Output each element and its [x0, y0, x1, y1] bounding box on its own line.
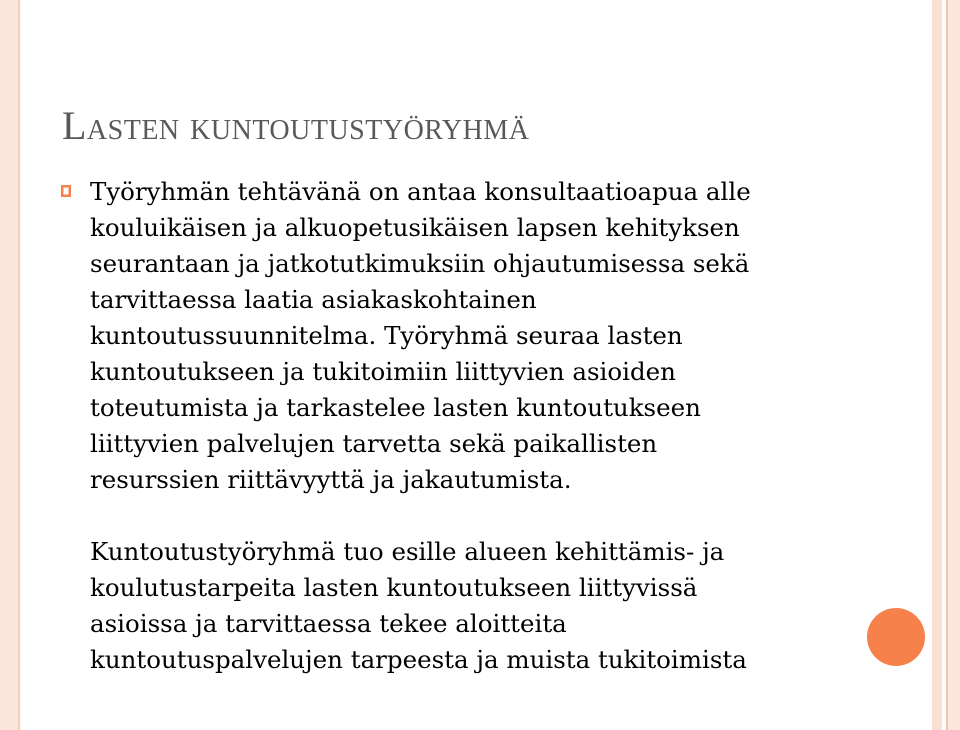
paragraph-line: Työryhmän tehtävänä on antaa konsultaatioapua alle	[90, 177, 751, 206]
paragraph-line: toteutumista ja tarkastelee lasten kuntoutukseen	[90, 393, 701, 422]
paragraph-line: resurssien riittävyyttä ja jakautumista.	[90, 465, 572, 494]
paragraph-line: kuntoutukseen ja tukitoimiin liittyvien asioiden	[90, 357, 676, 386]
paragraph-line: seurantaan ja jatkotutkimuksiin ohjautumisessa sekä	[90, 249, 750, 278]
orange-square-bullet-icon	[60, 184, 72, 198]
paragraph-line: liittyvien palvelujen tarvetta sekä paikallisten	[90, 429, 658, 458]
paragraph-line: asioissa ja tarvittaessa tekee aloitteita	[90, 609, 567, 638]
slide-title: Lasten kuntoutustyöryhmä	[62, 103, 530, 148]
second-paragraph	[90, 534, 880, 678]
left-decorative-border	[0, 0, 20, 730]
right-decorative-border	[946, 0, 960, 730]
paragraph-line: kuntoutussuunnitelma. Työryhmä seuraa lasten	[90, 321, 683, 350]
paragraph-line: kuntoutuspalvelujen tarpeesta ja muista tukitoimista	[90, 645, 747, 674]
paragraph-line: kouluikäisen ja alkuopetusikäisen lapsen kehityksen	[90, 213, 740, 242]
paragraph-line: tarvittaessa laatia asiakaskohtainen	[90, 285, 537, 314]
bullet-paragraph	[90, 174, 880, 498]
paragraph-line: koulutustarpeita lasten kuntoutukseen liittyvissä	[90, 573, 698, 602]
paragraph-line: Kuntoutustyöryhmä tuo esille alueen kehittämis- ja	[90, 537, 725, 566]
right-decorative-stripe	[932, 0, 942, 730]
